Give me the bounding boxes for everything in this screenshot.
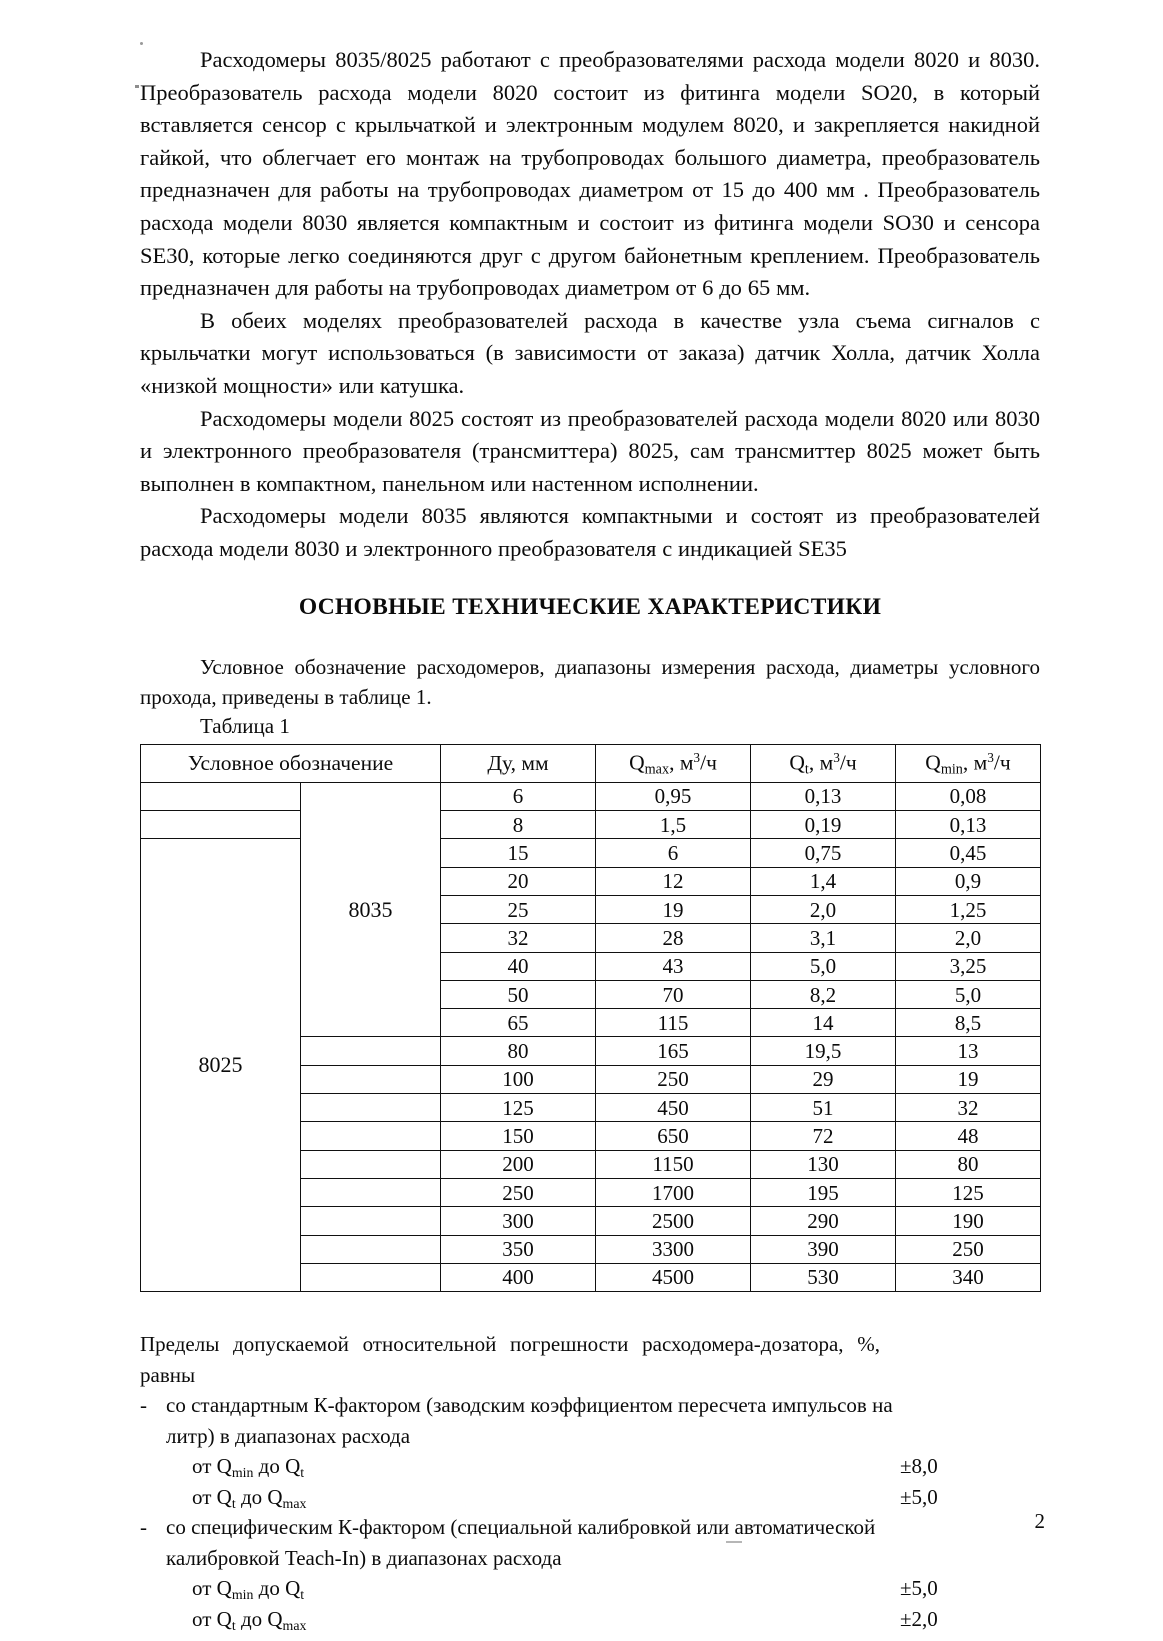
range-label-sub-max: max bbox=[282, 1495, 307, 1511]
cell-qmax: 12 bbox=[596, 867, 751, 895]
designation-right-empty bbox=[301, 1178, 441, 1206]
range-label-mid: до Q bbox=[235, 1484, 283, 1509]
cell-qmin: 250 bbox=[896, 1235, 1041, 1263]
designation-right-empty bbox=[301, 1207, 441, 1235]
designation-model-8025: 8025 bbox=[141, 839, 301, 1292]
cell-qmax: 1700 bbox=[596, 1178, 751, 1206]
cell-qmin: 48 bbox=[896, 1122, 1041, 1150]
cell-qmin: 80 bbox=[896, 1150, 1041, 1178]
cell-qt: 19,5 bbox=[751, 1037, 896, 1065]
cell-qt: 530 bbox=[751, 1263, 896, 1291]
column-header-qmin bbox=[896, 744, 1041, 782]
cell-dy: 200 bbox=[441, 1150, 596, 1178]
cell-qt: 1,4 bbox=[751, 867, 896, 895]
tolerance-section bbox=[140, 1329, 1040, 1634]
cell-dy: 125 bbox=[441, 1094, 596, 1122]
column-header-qmax bbox=[596, 744, 751, 782]
tolerance-item-standard bbox=[140, 1390, 946, 1451]
tolerance-range-row bbox=[140, 1482, 1040, 1513]
designation-left-empty bbox=[141, 782, 301, 810]
designation-right-empty bbox=[301, 1263, 441, 1291]
page-content bbox=[140, 44, 1040, 1634]
cell-qmin: 32 bbox=[896, 1094, 1041, 1122]
table-header-row bbox=[141, 744, 1041, 782]
qmin-unit-post: /ч bbox=[993, 749, 1011, 774]
cell-qmin: 13 bbox=[896, 1037, 1041, 1065]
table-row bbox=[141, 839, 1041, 867]
cell-qmax: 4500 bbox=[596, 1263, 751, 1291]
paragraph-3: Расходомеры модели 8025 состоят из преобразователей расхода модели 8020 или 8030 и электронного преобразователя (трансмиттера) 8025, сам трансмиттер 8025 может быть выполнен в компактном, панельном или настенном исполнении. bbox=[140, 405, 1040, 496]
cell-qmin: 125 bbox=[896, 1178, 1041, 1206]
designation-right-empty bbox=[301, 1150, 441, 1178]
qt-symbol: Q bbox=[789, 749, 805, 774]
cell-qmax: 70 bbox=[596, 980, 751, 1008]
cell-qt: 5,0 bbox=[751, 952, 896, 980]
list-dash-marker: - bbox=[140, 1393, 147, 1418]
tolerance-range-row bbox=[140, 1451, 1040, 1482]
cell-qt: 130 bbox=[751, 1150, 896, 1178]
cell-qmin: 0,9 bbox=[896, 867, 1041, 895]
table-row bbox=[141, 811, 1041, 839]
paragraph-4: Расходомеры модели 8035 являются компактными и состоят из преобразователей расхода модели 8030 и электронного преобразователя с индикацией SE35 bbox=[140, 503, 1040, 561]
qmin-subscript: min bbox=[940, 760, 963, 777]
cell-qmin: 0,13 bbox=[896, 811, 1041, 839]
paragraph-2: В обеих моделях преобразователей расхода в качестве узла съема сигналов с крыльчатки могут использоваться (в зависимости от заказа) датчик Холла, датчик Холла «низкой мощности» или катушка. bbox=[140, 307, 1040, 398]
cell-qmax: 28 bbox=[596, 924, 751, 952]
range-label-mid: до Q bbox=[253, 1576, 301, 1601]
range-label-sub-t: t bbox=[231, 1495, 236, 1511]
qt-unit-exponent: 3 bbox=[833, 749, 840, 765]
range-label-sub-t: t bbox=[300, 1587, 305, 1603]
range-label-prefix: от Q bbox=[192, 1606, 232, 1631]
range-label-prefix: от Q bbox=[192, 1484, 232, 1509]
tolerance-item-specific-text: со специфическим К-фактором (специальной калибровкой или автоматической калибровкой Teach-In) в диапазонах расхода bbox=[166, 1515, 876, 1570]
designation-right-empty bbox=[301, 1037, 441, 1065]
cell-qmin: 190 bbox=[896, 1207, 1041, 1235]
cell-dy: 40 bbox=[441, 952, 596, 980]
cell-qmin: 3,25 bbox=[896, 952, 1041, 980]
table-row bbox=[141, 782, 1041, 810]
qmax-symbol: Q bbox=[629, 749, 645, 774]
cell-qmax: 19 bbox=[596, 895, 751, 923]
page-number: 2 bbox=[1034, 1509, 1045, 1533]
cell-qmax: 1150 bbox=[596, 1150, 751, 1178]
cell-qmax: 1,5 bbox=[596, 811, 751, 839]
cell-qmax: 6 bbox=[596, 839, 751, 867]
cell-qmin: 5,0 bbox=[896, 980, 1041, 1008]
scan-artifact-speck bbox=[135, 85, 139, 88]
qmin-unit-pre: , м bbox=[962, 749, 988, 774]
range-label-prefix: от Q bbox=[192, 1454, 232, 1479]
cell-dy: 20 bbox=[441, 867, 596, 895]
cell-dy: 150 bbox=[441, 1122, 596, 1150]
range-label-sub-min: min bbox=[231, 1587, 254, 1603]
cell-dy: 65 bbox=[441, 1009, 596, 1037]
cell-qt: 0,75 bbox=[751, 839, 896, 867]
cell-qt: 0,19 bbox=[751, 811, 896, 839]
cell-dy: 32 bbox=[441, 924, 596, 952]
cell-qt: 8,2 bbox=[751, 980, 896, 1008]
tolerance-value: ±2,0 bbox=[900, 1606, 938, 1631]
qt-subscript: t bbox=[804, 760, 809, 777]
designation-right-empty bbox=[301, 1122, 441, 1150]
designation-right-empty bbox=[301, 1065, 441, 1093]
cell-qt: 0,13 bbox=[751, 782, 896, 810]
cell-dy: 8 bbox=[441, 811, 596, 839]
cell-qt: 3,1 bbox=[751, 924, 896, 952]
paragraph-1: Расходомеры 8035/8025 работают с преобразователями расхода модели 8020 и 8030. Преобразователь расхода модели 8020 состоит из фитинга модели SO20, в который вставляется сенсор с крыльчаткой и электронным модулем 8020, и закрепляется накидной гайкой, что облегчает его монтаж на трубопроводах большого диаметра, преобразователь предназначен для работы на трубопроводах диаметром от 15 до 400 мм . Преобразователь расхода модели 8030 является компактным и состоит из фитинга модели SO30 и сенсора SE30, которые легко соединяются друг с другом байонетным креплением. Преобразователь предназначен для работы на трубопроводах диаметром от 6 до 65 мм. bbox=[140, 47, 1040, 301]
cell-qt: 72 bbox=[751, 1122, 896, 1150]
cell-qmin: 2,0 bbox=[896, 924, 1041, 952]
cell-dy: 250 bbox=[441, 1178, 596, 1206]
qmax-unit-post: /ч bbox=[700, 749, 717, 774]
cell-qt: 51 bbox=[751, 1094, 896, 1122]
cell-qmax: 2500 bbox=[596, 1207, 751, 1235]
cell-qmax: 0,95 bbox=[596, 782, 751, 810]
list-dash-marker: - bbox=[140, 1515, 147, 1540]
range-label-sub-min: min bbox=[231, 1465, 254, 1481]
tolerance-item-standard-text: со стандартным К-фактором (заводским коэффициентом пересчета импульсов на литр) в диапазонах расхода bbox=[166, 1393, 893, 1448]
cell-qmin: 8,5 bbox=[896, 1009, 1041, 1037]
tolerance-value: ±8,0 bbox=[900, 1454, 938, 1479]
cell-dy: 350 bbox=[441, 1235, 596, 1263]
cell-dy: 25 bbox=[441, 895, 596, 923]
tolerance-value: ±5,0 bbox=[900, 1576, 938, 1601]
column-header-qt bbox=[751, 744, 896, 782]
column-header-designation: Условное обозначение bbox=[141, 744, 441, 782]
cell-qmax: 3300 bbox=[596, 1235, 751, 1263]
cell-qt: 195 bbox=[751, 1178, 896, 1206]
range-label-prefix: от Q bbox=[192, 1576, 232, 1601]
column-header-dy: Ду, мм bbox=[441, 744, 596, 782]
specifications-table bbox=[140, 744, 1041, 1293]
cell-qmin: 0,45 bbox=[896, 839, 1041, 867]
range-label-sub-t: t bbox=[300, 1465, 305, 1481]
tolerance-item-specific bbox=[140, 1512, 946, 1573]
cell-qt: 390 bbox=[751, 1235, 896, 1263]
tolerance-range-row bbox=[140, 1573, 1040, 1604]
cell-qmin: 0,08 bbox=[896, 782, 1041, 810]
designation-right-empty bbox=[301, 1094, 441, 1122]
table-lead-text: Условное обозначение расходомеров, диапазоны измерения расхода, диаметры условного прохода, приведены в таблице 1. bbox=[140, 654, 1040, 709]
cell-qmax: 250 bbox=[596, 1065, 751, 1093]
cell-qmax: 650 bbox=[596, 1122, 751, 1150]
cell-qmin: 1,25 bbox=[896, 895, 1041, 923]
section-heading: ОСНОВНЫЕ ТЕХНИЧЕСКИЕ ХАРАКТЕРИСТИКИ bbox=[298, 593, 882, 620]
designation-left-empty bbox=[141, 811, 301, 839]
cell-qt: 29 bbox=[751, 1065, 896, 1093]
cell-qt: 14 bbox=[751, 1009, 896, 1037]
cell-dy: 50 bbox=[441, 980, 596, 1008]
table-body bbox=[141, 782, 1041, 1291]
cell-qmax: 115 bbox=[596, 1009, 751, 1037]
range-label-mid: до Q bbox=[235, 1606, 283, 1631]
cell-dy: 400 bbox=[441, 1263, 596, 1291]
range-label-sub-max: max bbox=[282, 1617, 307, 1633]
qmax-unit-exponent: 3 bbox=[693, 749, 701, 765]
qt-unit-pre: , м bbox=[808, 749, 834, 774]
qmin-symbol: Q bbox=[925, 749, 941, 774]
cell-qmax: 165 bbox=[596, 1037, 751, 1065]
range-label-sub-t: t bbox=[231, 1617, 236, 1633]
qmin-unit-exponent: 3 bbox=[987, 749, 994, 765]
cell-qmin: 340 bbox=[896, 1263, 1041, 1291]
cell-dy: 6 bbox=[441, 782, 596, 810]
table-caption: Таблица 1 bbox=[200, 713, 290, 738]
cell-dy: 80 bbox=[441, 1037, 596, 1065]
cell-dy: 300 bbox=[441, 1207, 596, 1235]
designation-right-empty bbox=[301, 1235, 441, 1263]
cell-qt: 2,0 bbox=[751, 895, 896, 923]
qmax-unit-pre: , м bbox=[669, 749, 694, 774]
designation-model-8035: 8035 bbox=[301, 782, 441, 1037]
qmax-subscript: max bbox=[644, 760, 670, 777]
cell-qmax: 43 bbox=[596, 952, 751, 980]
cell-qmax: 450 bbox=[596, 1094, 751, 1122]
range-label-mid: до Q bbox=[253, 1454, 301, 1479]
tolerance-value: ±5,0 bbox=[900, 1484, 938, 1509]
tolerance-range-row bbox=[140, 1604, 1040, 1635]
cell-dy: 15 bbox=[441, 839, 596, 867]
tolerance-intro: Пределы допускаемой относительной погрешности расходомера-дозатора, %, равны bbox=[140, 1332, 880, 1387]
cell-qt: 290 bbox=[751, 1207, 896, 1235]
cell-dy: 100 bbox=[441, 1065, 596, 1093]
qt-unit-post: /ч bbox=[839, 749, 857, 774]
cell-qmin: 19 bbox=[896, 1065, 1041, 1093]
